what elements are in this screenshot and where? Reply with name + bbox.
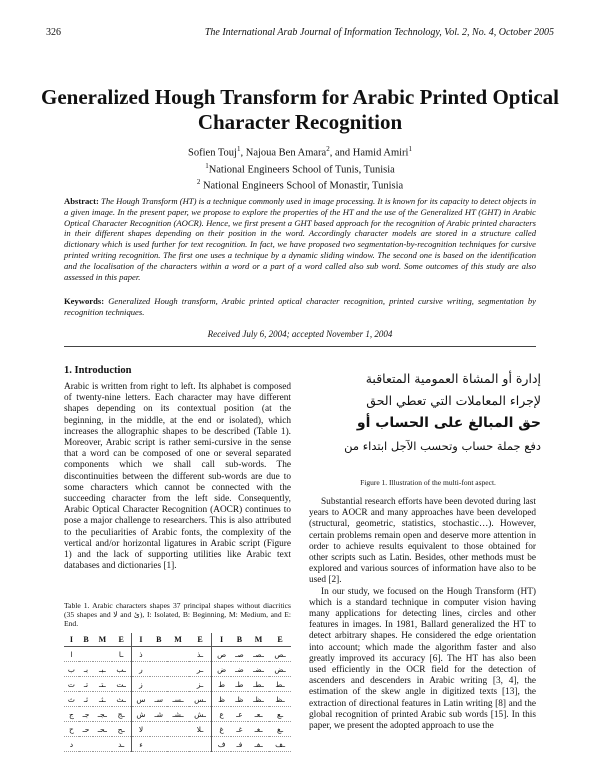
right-column <box>309 497 536 732</box>
table-cell <box>167 677 188 692</box>
table-cell: ص <box>212 647 231 662</box>
intro-paragraph: Arabic is written from right to left. Its alphabet is composed of twenty-nine letters. Each character may have different shapes depending on its contextual position (at the beginning, in the middle, at the end or isolated), which increases the allographic shapes to be described (Table 1). Moreover, Arabic script is rather semi-cursive in the sense that a word can be composed of one or several separated components which we shall call sub-words. The discontinuities between the different sub-words are due to some characters which cannot be connected with the succeeding character from the left side. Consequently, Arabic Optical Character Recognition (AOCR) continues to pose a major challenge to researchers. This is also attributed to the peculiarities of Arabic fonts, the complexity of the vertical and/or horizontal ligatures in Arabic script (Figure 1) and the lack of supporting utilities like Arabic text databases and dictionaries [1]. <box>64 382 291 572</box>
table-row <box>64 722 291 737</box>
paragraph: Substantial research efforts have been devoted during last years to AOCR and many approaches have been developed (structural, geometric, statistics, stochastic…). However, certain problems remain open and deserve more attention in order to achieve results equivalent to those obtained for other scripts such as Latin. Besides, other methods must be explored and various sources of information have also to be used [2]. <box>309 497 536 586</box>
table-cell: ر <box>131 662 150 677</box>
figure-caption: Figure 1. Illustration of the multi-font aspect. <box>360 478 496 487</box>
table-header-cell: M <box>93 633 111 647</box>
table-cell <box>150 647 167 662</box>
table-cell <box>150 737 167 752</box>
table-cell: لا <box>131 722 150 737</box>
table-header-cell: I <box>131 633 150 647</box>
table-cell: ظ <box>212 692 231 707</box>
table-cell <box>150 677 167 692</box>
abstract-text: The Hough Transform (HT) is a technique commonly used in image processing. It is known for its capacity to detect objects in a given image. In the present paper, we propose to explore the properties of the HT and the use of the Generalized HT (GHT) in Arabic Optical Character Recognition (AOCR). Hence, we first present a GHT based approach for the recognition of Arabic printed characters in their different shapes depending on their position in the word. Accordingly character models are stored in a structure called dictionary which is used further for text recognition. In fact, we have proposed two segmentation-by-recognition techniques for cursive printed writing recognition. The first one uses a technique by a dynamic sliding window. The second one is based on the identification and the localisation of the characters within a word or a part of a word called also sub word. Some outcomes of this study are also assessed in this paper. <box>64 196 537 282</box>
table-header-cell: E <box>269 633 291 647</box>
table-cell: ـصـ <box>248 647 269 662</box>
table-header-cell: I <box>64 633 79 647</box>
table-cell: ذ <box>131 647 150 662</box>
table-cell: ـف <box>269 737 291 752</box>
table-header-cell: B <box>79 633 93 647</box>
table-cell: ـسـ <box>167 692 188 707</box>
table-cell: ـضـ <box>248 662 269 677</box>
table-cell <box>93 737 111 752</box>
section-heading: 1. Introduction <box>64 365 132 376</box>
table-cell: ـظـ <box>248 692 269 707</box>
abstract <box>64 196 536 282</box>
figure-line: لإجراء المعاملات التي تعطي الحق <box>366 393 541 408</box>
divider <box>64 346 536 347</box>
table-cell <box>167 647 188 662</box>
table-cell: ا <box>64 647 79 662</box>
table-cell: ـثـ <box>93 692 111 707</box>
table-cell: ط <box>212 677 231 692</box>
table-cell: ـب <box>112 662 132 677</box>
table-cell <box>79 647 93 662</box>
table-cell: ظـ <box>231 692 248 707</box>
table-cell: ـص <box>269 647 291 662</box>
table-cell <box>189 737 212 752</box>
table-caption: Table 1. Arabic characters shapes 37 principal shapes without diacritics (35 shapes and لا and ئ), I: Isolated, B: Beginning, M: Medium, and E: End. <box>64 601 292 629</box>
table-cell: ـغـ <box>248 722 269 737</box>
table-cell: ـعـ <box>248 707 269 722</box>
table-cell: طـ <box>231 677 248 692</box>
table-cell: ب <box>64 662 79 677</box>
table-cell <box>167 722 188 737</box>
affiliation-1: $^1$National Engineers School of Tunis, Tunisia <box>205 161 395 175</box>
table-cell: ش <box>131 707 150 722</box>
table-cell: شـ <box>150 707 167 722</box>
table-header-cell: B <box>231 633 248 647</box>
table-cell: ض <box>212 662 231 677</box>
table-row <box>64 662 291 677</box>
table-cell: ـض <box>269 662 291 677</box>
table-cell: ج <box>64 707 79 722</box>
table-header-cell: I <box>212 633 231 647</box>
table-cell: د <box>64 737 79 752</box>
table-header-cell: B <box>150 633 167 647</box>
table-cell: ـلا <box>189 722 212 737</box>
table-cell: ـش <box>189 707 212 722</box>
arabic-shapes-table <box>64 633 291 752</box>
figure-line: إدارة أو المشاة العمومية المتعاقبة <box>365 371 541 386</box>
table-cell: غ <box>212 722 231 737</box>
table-cell <box>167 662 188 677</box>
received-date: Received July 6, 2004; accepted November 1, 2004 <box>207 329 393 339</box>
table-header-cell: E <box>112 633 132 647</box>
table-cell: ضـ <box>231 662 248 677</box>
table-cell: ف <box>212 737 231 752</box>
table-cell: ـط <box>269 677 291 692</box>
table-cell: حـ <box>79 722 93 737</box>
table-cell: ـشـ <box>167 707 188 722</box>
table-cell: ـع <box>269 707 291 722</box>
table-cell <box>150 662 167 677</box>
table-row <box>64 707 291 722</box>
table-cell: س <box>131 692 150 707</box>
figure-line: حق المبالغ على الحساب أو <box>356 415 541 431</box>
table-cell: ـجـ <box>93 707 111 722</box>
page-number: 326 <box>46 27 61 38</box>
table-header-cell: M <box>167 633 188 647</box>
table-cell: ع <box>212 707 231 722</box>
table-cell: ثـ <box>79 692 93 707</box>
running-header: The International Arab Journal of Information Technology, Vol. 2, No. 4, October 2005 <box>204 27 554 38</box>
table-header-cell: E <box>189 633 212 647</box>
figure-line: دفع جملة حساب وتحسب الآجل ابتداء من <box>344 439 541 453</box>
table-cell: ـطـ <box>248 677 269 692</box>
table-cell: ـذ <box>189 647 212 662</box>
figure-1 <box>315 368 541 458</box>
table-cell: ء <box>131 737 150 752</box>
table-cell: ـبـ <box>93 662 111 677</box>
table-cell: ث <box>64 692 79 707</box>
table-cell <box>150 722 167 737</box>
table-cell: سـ <box>150 692 167 707</box>
keywords-text: Generalized Hough transform, Arabic printed optical character recognition, printed cursive writing, segmentation by recognition techniques. <box>64 296 537 317</box>
table-row <box>64 647 291 662</box>
table-cell: ـحـ <box>93 722 111 737</box>
table-cell: ـج <box>112 707 132 722</box>
table-cell: ح <box>64 722 79 737</box>
affiliation-2: $^2$ National Engineers School of Monastir, Tunisia <box>196 178 404 192</box>
table-cell: ـت <box>112 677 132 692</box>
table-cell: غـ <box>231 722 248 737</box>
table-cell: ز <box>131 677 150 692</box>
table-cell: ـظ <box>269 692 291 707</box>
table-row <box>64 737 291 752</box>
table-cell: ـغ <box>269 722 291 737</box>
table-cell: ـفـ <box>248 737 269 752</box>
table-cell: ـر <box>189 662 212 677</box>
table-cell: ـح <box>112 722 132 737</box>
table-cell: جـ <box>79 707 93 722</box>
abstract-label: Abstract: <box>64 196 99 206</box>
table-cell: فـ <box>231 737 248 752</box>
table-cell: تـ <box>79 677 93 692</box>
table-cell: ـز <box>189 677 212 692</box>
keywords <box>64 296 536 318</box>
table-cell <box>79 737 93 752</box>
author-block <box>40 143 560 193</box>
table-cell: عـ <box>231 707 248 722</box>
table-cell: ـث <box>112 692 132 707</box>
table-cell: ـس <box>189 692 212 707</box>
table-cell: ـا <box>112 647 132 662</box>
table-row <box>64 692 291 707</box>
table-row <box>64 677 291 692</box>
table-cell: ـتـ <box>93 677 111 692</box>
table-cell: ـد <box>112 737 132 752</box>
table-header-cell: M <box>248 633 269 647</box>
paragraph: In our study, we focused on the Hough Transform (HT) which is a standard technique in computer vision having many applications for detecting lines, circles and other features in images. In 1981, Ballard generalized the HT to detect arbitrary shapes. He considered the edge orientation into account; which made the algorithm faster and also greatly improved its accuracy [6]. The HT has also been used efficiently in the OCR field for the detection of ascenders and descenders in Arabic writing [3, 4], the estimation of the skew angle in digitized texts [13], the extraction of directional features in Latin writing [8] and the global recognition of printed Arabic sub words [15]. In this paper, we present the adopted approach to use the <box>309 586 536 732</box>
table-cell <box>93 647 111 662</box>
table-cell: ت <box>64 677 79 692</box>
table-cell: بـ <box>79 662 93 677</box>
table-cell <box>167 737 188 752</box>
keywords-label: Keywords: <box>64 296 105 306</box>
author-names: Sofien Touj$^1$, Najoua Ben Amara$^2$, and Hamid Amiri$^1$ <box>188 145 412 159</box>
paper-title: Generalized Hough Transform for Arabic Printed Optical Character Recognition <box>41 85 559 134</box>
table-cell: صـ <box>231 647 248 662</box>
